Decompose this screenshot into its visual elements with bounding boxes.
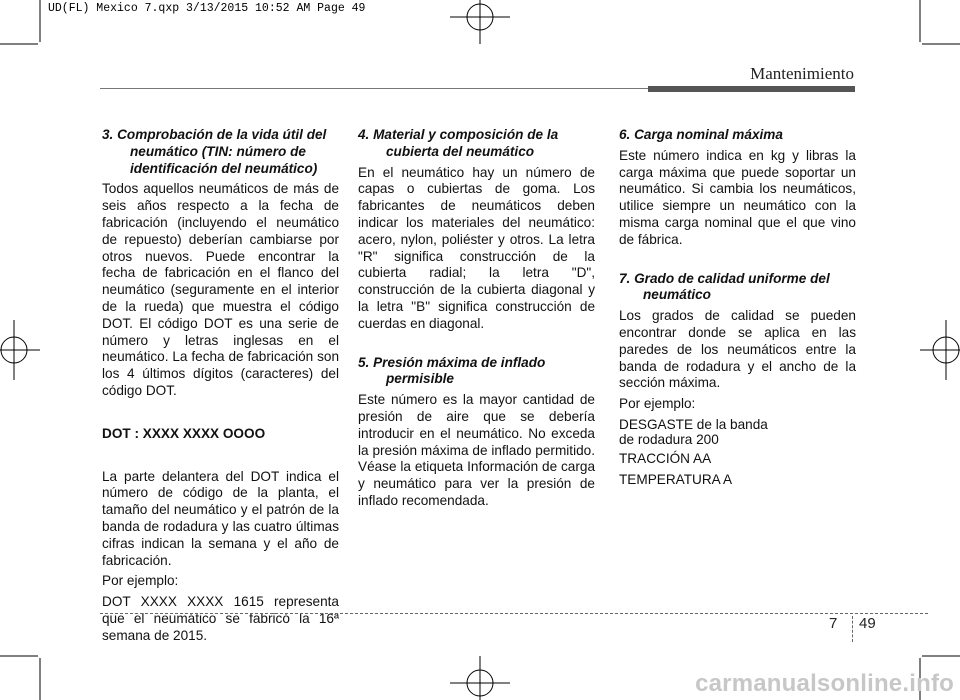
title-rule-accent: [648, 86, 855, 92]
heading-quality-grade: 7. Grado de calidad uniforme del neumático: [619, 270, 830, 303]
example-text: DOT XXXX XXXX 1615 representa que el neumático se fabricó la 16ª semana de 2015.: [102, 594, 339, 643]
example-temperature: TEMPERATURA A: [619, 471, 733, 487]
example-treadwear-line2: de rodadura 200: [619, 431, 719, 447]
watermark: carmanualsonline.info: [695, 670, 954, 697]
print-header: UD(FL) Mexico 7.qxp 3/13/2015 10:52 AM Page 49: [48, 2, 366, 15]
heading-max-load: 6. Carga nominal máxima: [619, 127, 783, 142]
paragraph-dot-explanation: La parte delantera del DOT indica el número de código de la planta, el tamaño del neumático y el patrón de la banda de rodadura y las cuatro últimas cifras indican la semana y el año de fabricación.: [102, 468, 339, 568]
registration-mark-bottom: [450, 656, 510, 700]
example-label: Por ejemplo:: [102, 573, 179, 589]
paragraph-max-load: Este número indica en kg y libras la carga máxima que puede soportar un neumático. Si cambia los neumáticos, utilice siempre un neumático con la misma carga nominal que el que vino de fábrica.: [619, 147, 856, 247]
paragraph-quality-grade: Los grados de calidad se pueden encontrar donde se aplica en las paredes de los neumáticos entre la banda de rodadura y el ancho de la sección máxima.: [619, 308, 856, 391]
chapter-number: 7: [829, 615, 838, 632]
heading-tire-life: 3. Comprobación de la vida útil del neumático (TIN: número de identificación del neumático): [102, 127, 327, 176]
registration-mark-right: [920, 320, 960, 380]
registration-mark-top: [450, 0, 510, 44]
column-1: [102, 127, 339, 645]
paragraph-tire-material: En el neumático hay un número de capas o cubiertas de goma. Los fabricantes de neumáticos deben indicar los materiales del neumático: acero, nylon, poliéster y otros. La letra "R" significa construcción de la cubierta radial; la letra "D", construcción de la cubierta diagonal y la letra "B" significa construcción de cuerdas en diagonal.: [358, 164, 595, 331]
paragraph-max-pressure: Este número es la mayor cantidad de presión de aire que se debería introducir en el neumático. No exceda la presión máxima de inflado permitido. Véase la etiqueta Información de carga y neumático para ver la presión de inflado recomendada.: [358, 392, 595, 508]
example-traction: TRACCIÓN AA: [619, 450, 712, 466]
registration-mark-left: [0, 320, 40, 380]
page-number-separator: [852, 616, 853, 642]
dot-code-format: DOT : XXXX XXXX OOOO: [102, 425, 266, 441]
example-treadwear-line1: DESGASTE de la banda: [619, 416, 768, 432]
column-2: [358, 127, 595, 510]
column-3: [619, 127, 856, 489]
example-label: Por ejemplo:: [619, 396, 696, 412]
heading-tire-material: 4. Material y composición de la cubierta del neumático: [358, 127, 559, 159]
paragraph-tire-life: Todos aquellos neumáticos de más de seis años respecto a la fecha de fabricación (incluyendo el neumático de repuesto) deberían cambiarse por otros nuevos. Puede encontrar la fecha de fabricación en el flanco del neumático (seguramente en el interior de la rueda) que muestra el código DOT. El código DOT es una serie de número y letras inglesas en el neumático. La fecha de fabricación son los 4 últimos dígitos (caracteres) del código DOT.: [102, 181, 339, 398]
page-number: 49: [859, 615, 876, 632]
heading-max-pressure: 5. Presión máxima de inflado permisible: [358, 354, 546, 387]
section-title: Mantenimiento: [750, 64, 854, 83]
footer-rule: [100, 613, 928, 614]
